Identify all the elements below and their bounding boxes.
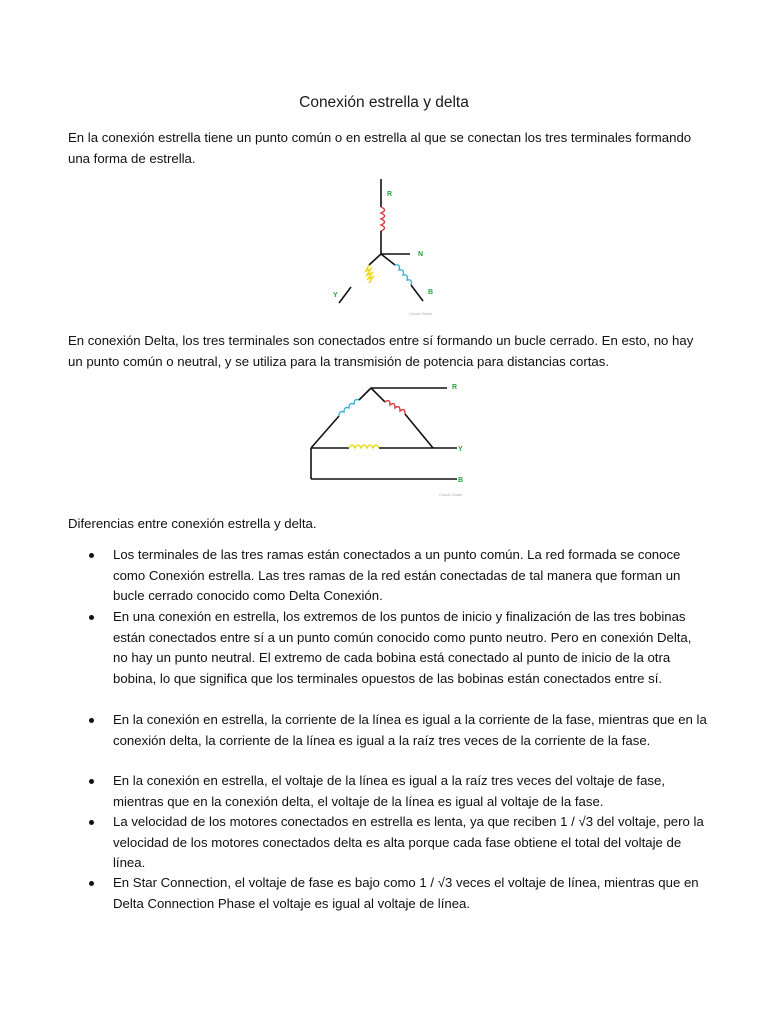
star-connection-diagram — [317, 177, 449, 319]
list-item — [68, 607, 708, 710]
paragraph-delta-connection: En conexión Delta, los tres terminales son conectados entre sí formando un bucle cerrado. En esto, no hay un punto común o neutral, y se utiliza para la transmisión de potencia para distancias cortas. — [68, 333, 694, 369]
delta-label-b: B — [458, 477, 464, 484]
star-label-y: Y — [333, 292, 338, 299]
bullet-icon — [89, 615, 94, 620]
bullet-icon — [89, 881, 94, 886]
list-item — [68, 710, 708, 771]
delta-connection-diagram — [297, 378, 475, 501]
list-item-text: En la conexión en estrella, la corriente de la línea es igual a la corriente de la fase, mientras que en la conexión delta, la corriente de la línea es igual a la raíz tres veces de la corriente de la fase. — [113, 712, 707, 748]
star-label-n: N — [418, 251, 424, 258]
paragraph-star-connection: En la conexión estrella tiene un punto común o en estrella al que se conectan los tres terminales formando una forma de estrella. — [68, 130, 692, 166]
bullet-icon — [89, 553, 94, 558]
list-item — [68, 771, 708, 812]
list-item — [68, 873, 708, 914]
differences-list — [68, 545, 708, 914]
list-item — [68, 812, 708, 873]
document-title: Conexión estrella y delta — [299, 94, 469, 111]
list-item-text: La velocidad de los motores conectados en estrella es lenta, ya que reciben 1 / √3 del voltaje, pero la velocidad de los motores conectados delta es alta porque cada fase obtiene el total del voltaje de línea. — [113, 814, 704, 870]
list-item-text: En la conexión en estrella, el voltaje de la línea es igual a la raíz tres veces del voltaje de fase, mientras que en la conexión delta, el voltaje de la línea es igual al voltaje de la fase. — [113, 773, 666, 809]
delta-label-r: R — [452, 384, 458, 391]
delta-watermark: Circuit Globe — [439, 492, 463, 497]
list-item-text: En una conexión en estrella, los extremos de los puntos de inicio y finalización de las tres bobinas están conectados entre sí a un punto común conocido como punto neutro. Pero en conexión Delta, no hay un punto neutral. El extremo de cada bobina está conectado al punto de inicio de la otra bobina, lo que significa que los terminales opuestos de las bobinas están conectados entre sí. — [113, 609, 692, 686]
list-item — [68, 545, 708, 607]
bullet-icon — [89, 820, 94, 825]
star-label-r: R — [387, 191, 393, 198]
bullet-icon — [89, 779, 94, 784]
star-label-b: B — [428, 289, 434, 296]
list-item-text: En Star Connection, el voltaje de fase es bajo como 1 / √3 veces el voltaje de línea, mientras que en Delta Connection Phase el voltaje es igual al voltaje de línea. — [113, 875, 699, 911]
list-item-text: Los terminales de las tres ramas están conectados a un punto común. La red formada se conoce como Conexión estrella. Las tres ramas de la red están conectadas de tal manera que forman un bucle cerrado conocido como Delta Conexión. — [113, 547, 681, 603]
bullet-icon — [89, 718, 94, 723]
star-watermark: Circuit Globe — [409, 311, 433, 316]
differences-heading: Diferencias entre conexión estrella y delta. — [68, 516, 317, 531]
delta-label-y: Y — [458, 446, 463, 453]
